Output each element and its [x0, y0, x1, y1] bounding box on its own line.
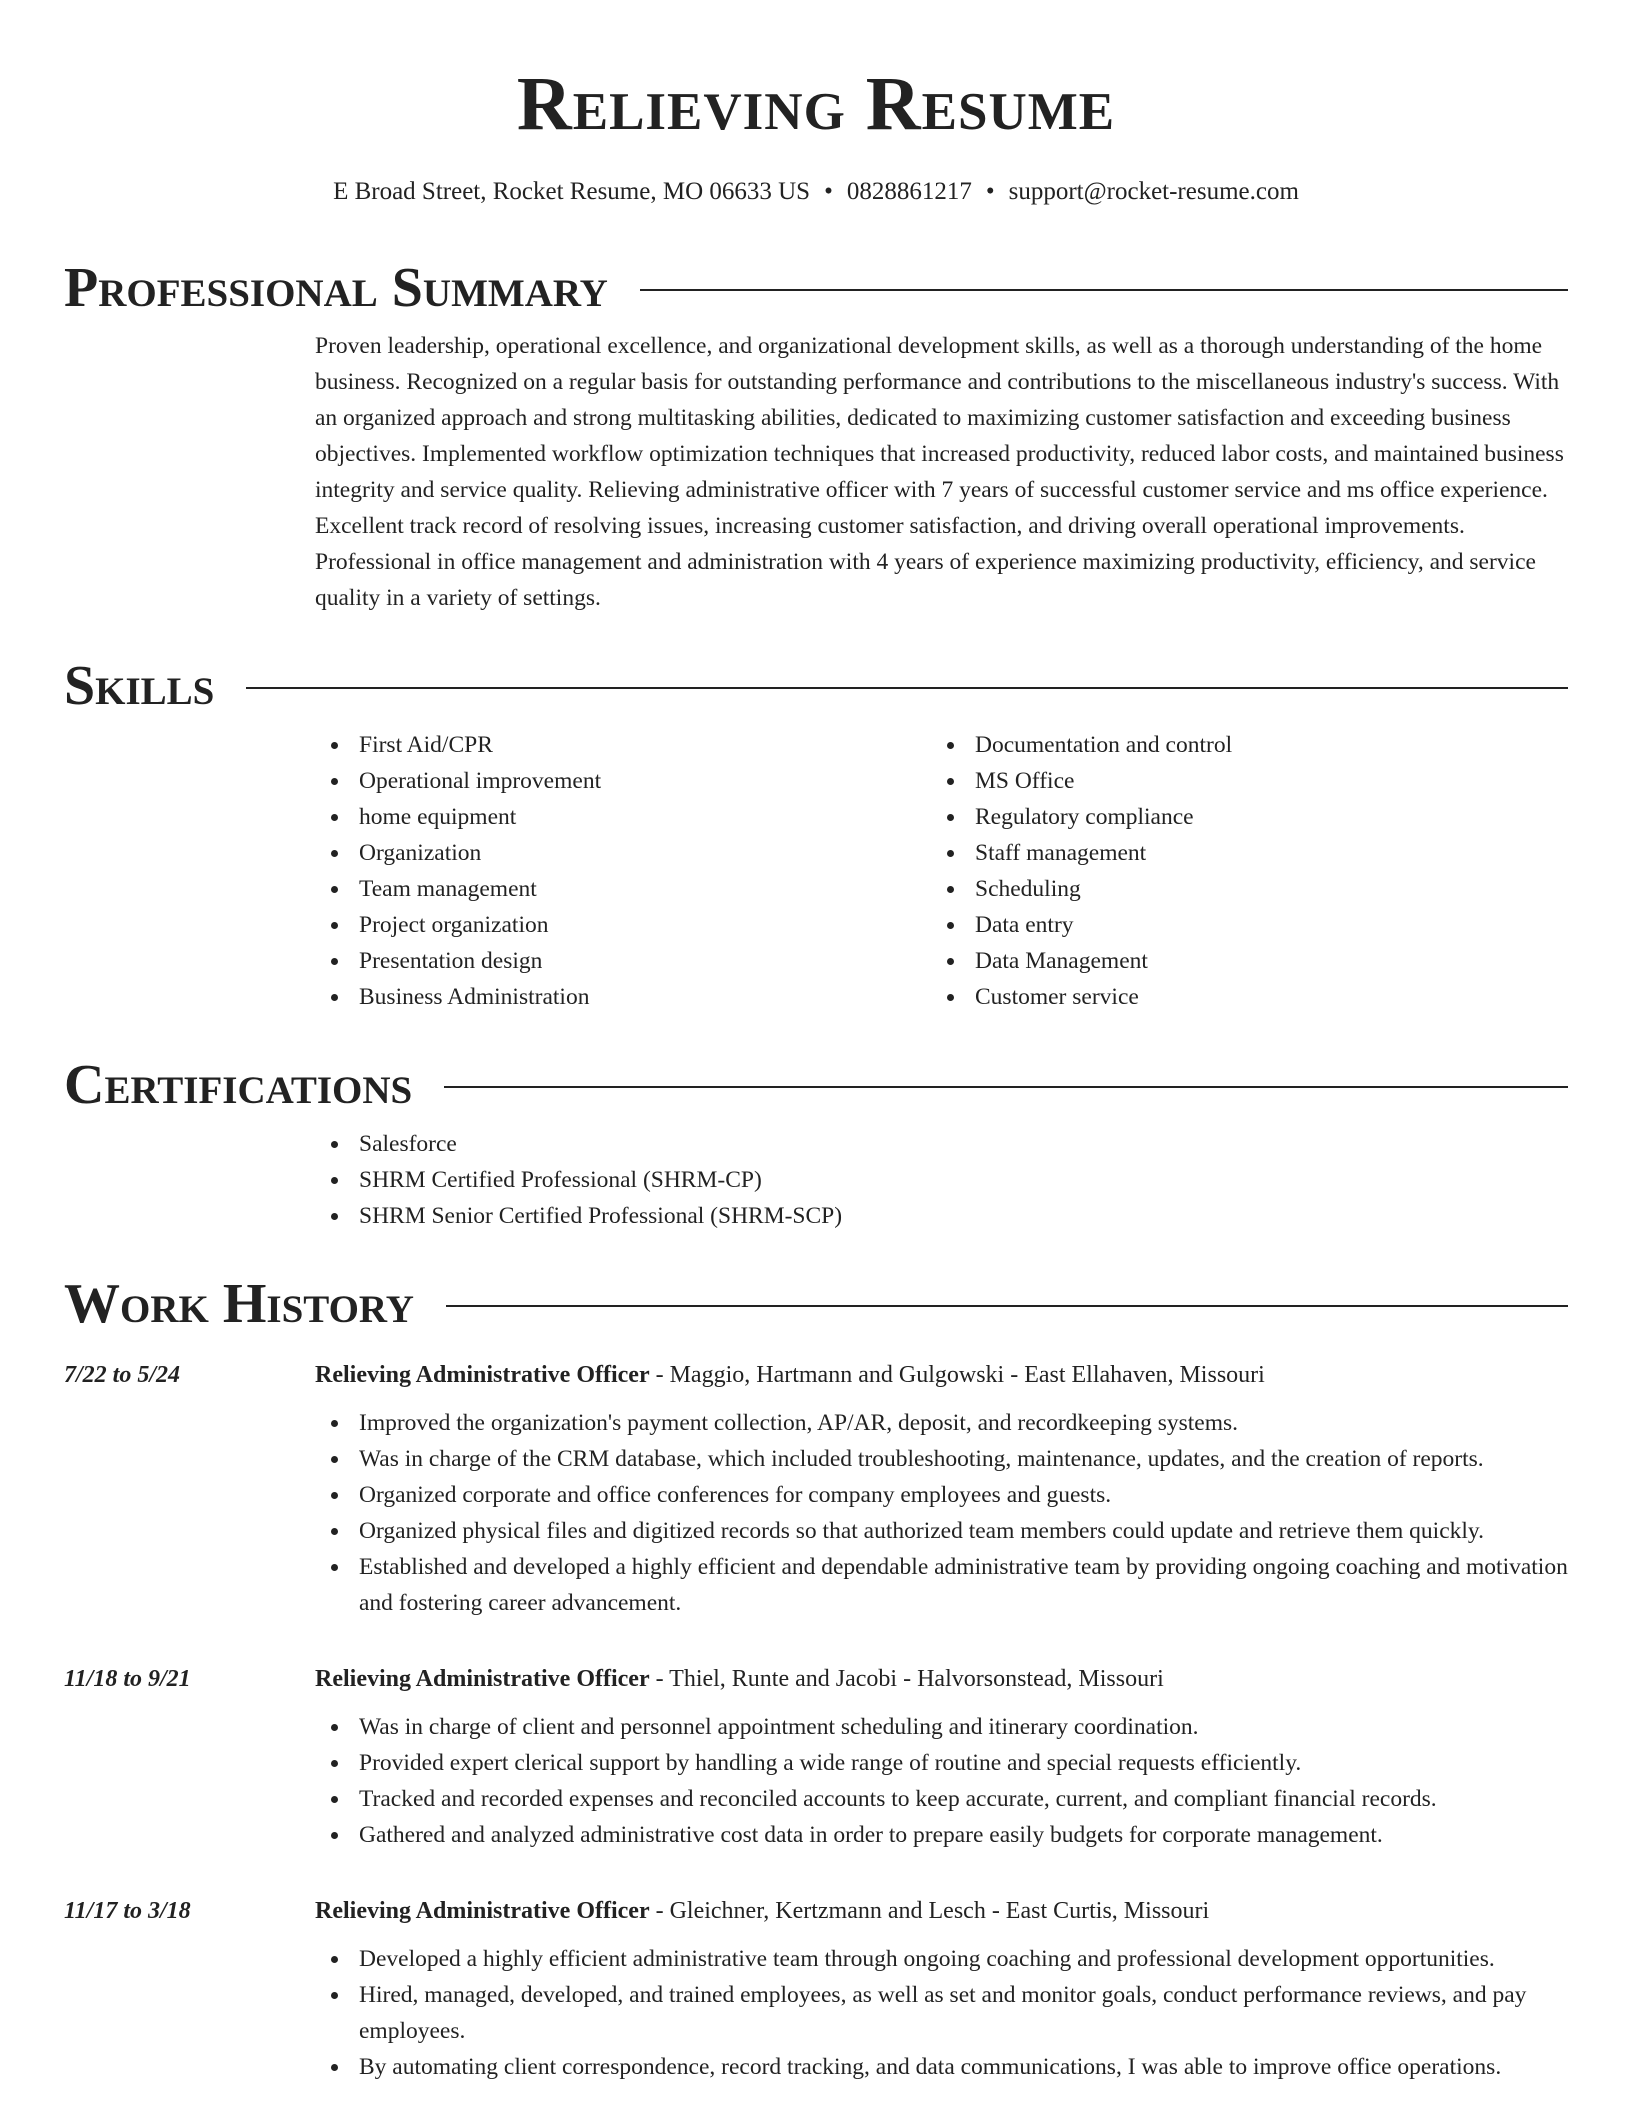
certifications-section	[64, 1053, 1568, 1234]
section-title-work-history: Work History	[64, 1273, 414, 1335]
contact-phone: 0828861217	[846, 178, 972, 205]
skill-item: Data entry	[931, 907, 1547, 943]
certification-item: SHRM Senior Certified Professional (SHRM-SCP)	[315, 1198, 1568, 1234]
skill-item: Team management	[315, 871, 931, 907]
summary-section	[64, 256, 1568, 616]
skill-item: Documentation and control	[931, 727, 1547, 763]
job-duty: By automating client correspondence, record tracking, and data communications, I was able to improve office operations.	[315, 2049, 1568, 2085]
section-title-summary: Professional Summary	[64, 257, 608, 319]
skill-item: First Aid/CPR	[315, 727, 931, 763]
contact-email[interactable]: support@rocket-resume.com	[1008, 178, 1299, 205]
skill-item: Customer service	[931, 979, 1547, 1015]
resume-page	[64, 0, 1568, 2112]
skill-item: Regulatory compliance	[931, 799, 1547, 835]
job-duty: Developed a highly efficient administrative team through ongoing coaching and professional development opportunities.	[315, 1941, 1568, 1977]
job-employer: - Gleichner, Kertzmann and Lesch - East Curtis, Missouri	[649, 1897, 1210, 1924]
contact-separator: •	[985, 178, 995, 205]
job-duty: Organized physical files and digitized records so that authorized team members could update and retrieve them quickly.	[315, 1513, 1568, 1549]
skills-section	[64, 654, 1568, 1015]
skill-item: home equipment	[315, 799, 931, 835]
job-header	[64, 1891, 1568, 1931]
certification-item: SHRM Certified Professional (SHRM-CP)	[315, 1162, 1568, 1198]
job-duties	[315, 1395, 1568, 1621]
job-entry	[64, 1355, 1568, 1621]
job-entry	[64, 1659, 1568, 1853]
skill-item: Organization	[315, 835, 931, 871]
skill-item: Operational improvement	[315, 763, 931, 799]
skills-column-left	[315, 727, 931, 1015]
job-duty: Tracked and recorded expenses and reconciled accounts to keep accurate, current, and compliant financial records.	[315, 1781, 1568, 1817]
job-header	[64, 1659, 1568, 1699]
job-entry	[64, 1891, 1568, 2085]
certifications-list	[315, 1117, 1568, 1234]
job-duty: Provided expert clerical support by handling a wide range of routine and special requests efficiently.	[315, 1745, 1568, 1781]
certification-item: Salesforce	[315, 1126, 1568, 1162]
job-title-line	[315, 1666, 1164, 1693]
job-duties	[315, 1699, 1568, 1853]
contact-address: E Broad Street, Rocket Resume, MO 06633 US	[333, 178, 811, 205]
job-duty: Organized corporate and office conferences for company employees and guests.	[315, 1477, 1568, 1513]
job-duties	[315, 1931, 1568, 2085]
job-dates: 11/17 to 3/18	[64, 1897, 191, 1924]
skills-header	[64, 654, 1568, 718]
job-dates: 7/22 to 5/24	[64, 1361, 181, 1388]
skill-item: Data Management	[931, 943, 1547, 979]
job-employer: - Thiel, Runte and Jacobi - Halvorsonstead, Missouri	[649, 1665, 1164, 1692]
section-divider	[444, 1086, 1568, 1088]
skill-item: Business Administration	[315, 979, 931, 1015]
skill-item: MS Office	[931, 763, 1547, 799]
job-title-line	[315, 1362, 1265, 1389]
contact-separator: •	[824, 178, 833, 205]
section-title-skills: Skills	[64, 655, 215, 717]
work-history-section	[64, 1272, 1568, 1336]
job-role: Relieving Administrative Officer	[315, 1897, 650, 1924]
section-divider	[246, 687, 1568, 689]
certifications-header	[64, 1053, 1568, 1117]
summary-header	[64, 256, 1568, 320]
skill-item: Project organization	[315, 907, 931, 943]
skill-item: Scheduling	[931, 871, 1547, 907]
job-duty: Gathered and analyzed administrative cost data in order to prepare easily budgets for corporate management.	[315, 1817, 1568, 1853]
job-duty: Established and developed a highly efficient and dependable administrative team by providing ongoing coaching and motivation and fostering career advancement.	[315, 1549, 1568, 1621]
job-role: Relieving Administrative Officer	[315, 1361, 650, 1388]
job-header	[64, 1355, 1568, 1395]
job-duty: Was in charge of client and personnel appointment scheduling and itinerary coordination.	[315, 1709, 1568, 1745]
job-duty: Was in charge of the CRM database, which included troubleshooting, maintenance, updates, and the creation of reports.	[315, 1441, 1568, 1477]
job-duty: Improved the organization's payment collection, AP/AR, deposit, and recordkeeping systems.	[315, 1405, 1568, 1441]
skills-column-right	[931, 727, 1547, 1015]
job-role: Relieving Administrative Officer	[315, 1665, 650, 1692]
job-duty: Hired, managed, developed, and trained employees, as well as set and monitor goals, conduct performance reviews, and pay employees.	[315, 1977, 1568, 2049]
section-divider	[446, 1305, 1568, 1307]
job-dates: 11/18 to 9/21	[64, 1665, 191, 1692]
job-title-line	[315, 1898, 1209, 1925]
contact-line	[64, 172, 1568, 212]
skill-item: Staff management	[931, 835, 1547, 871]
candidate-name: Relieving Resume	[516, 62, 1116, 146]
job-employer: - Maggio, Hartmann and Gulgowski - East Ellahaven, Missouri	[649, 1361, 1265, 1388]
skill-item: Presentation design	[315, 943, 931, 979]
section-title-certifications: Certifications	[64, 1054, 413, 1116]
skills-grid	[315, 718, 1568, 1015]
summary-text: Proven leadership, operational excellence, and organizational development skills, as well as a thorough understanding of the home business. Recognized on a regular basis for outstanding performance and contributions to the miscellaneous industry's success. With an organized approach and strong multitasking abilities, dedicated to maximizing customer satisfaction and exceeding business objectives. Implemented workflow optimization techniques that increased productivity, reduced labor costs, and maintained business integrity and service quality. Relieving administrative officer with 7 years of successful customer service and ms office experience. Excellent track record of resolving issues, increasing customer satisfaction, and driving overall operational improvements. Professional in office management and administration with 4 years of experience maximizing productivity, efficiency, and service quality in a variety of settings.	[315, 333, 1564, 611]
work-history-header	[64, 1272, 1568, 1336]
section-divider	[640, 289, 1568, 291]
